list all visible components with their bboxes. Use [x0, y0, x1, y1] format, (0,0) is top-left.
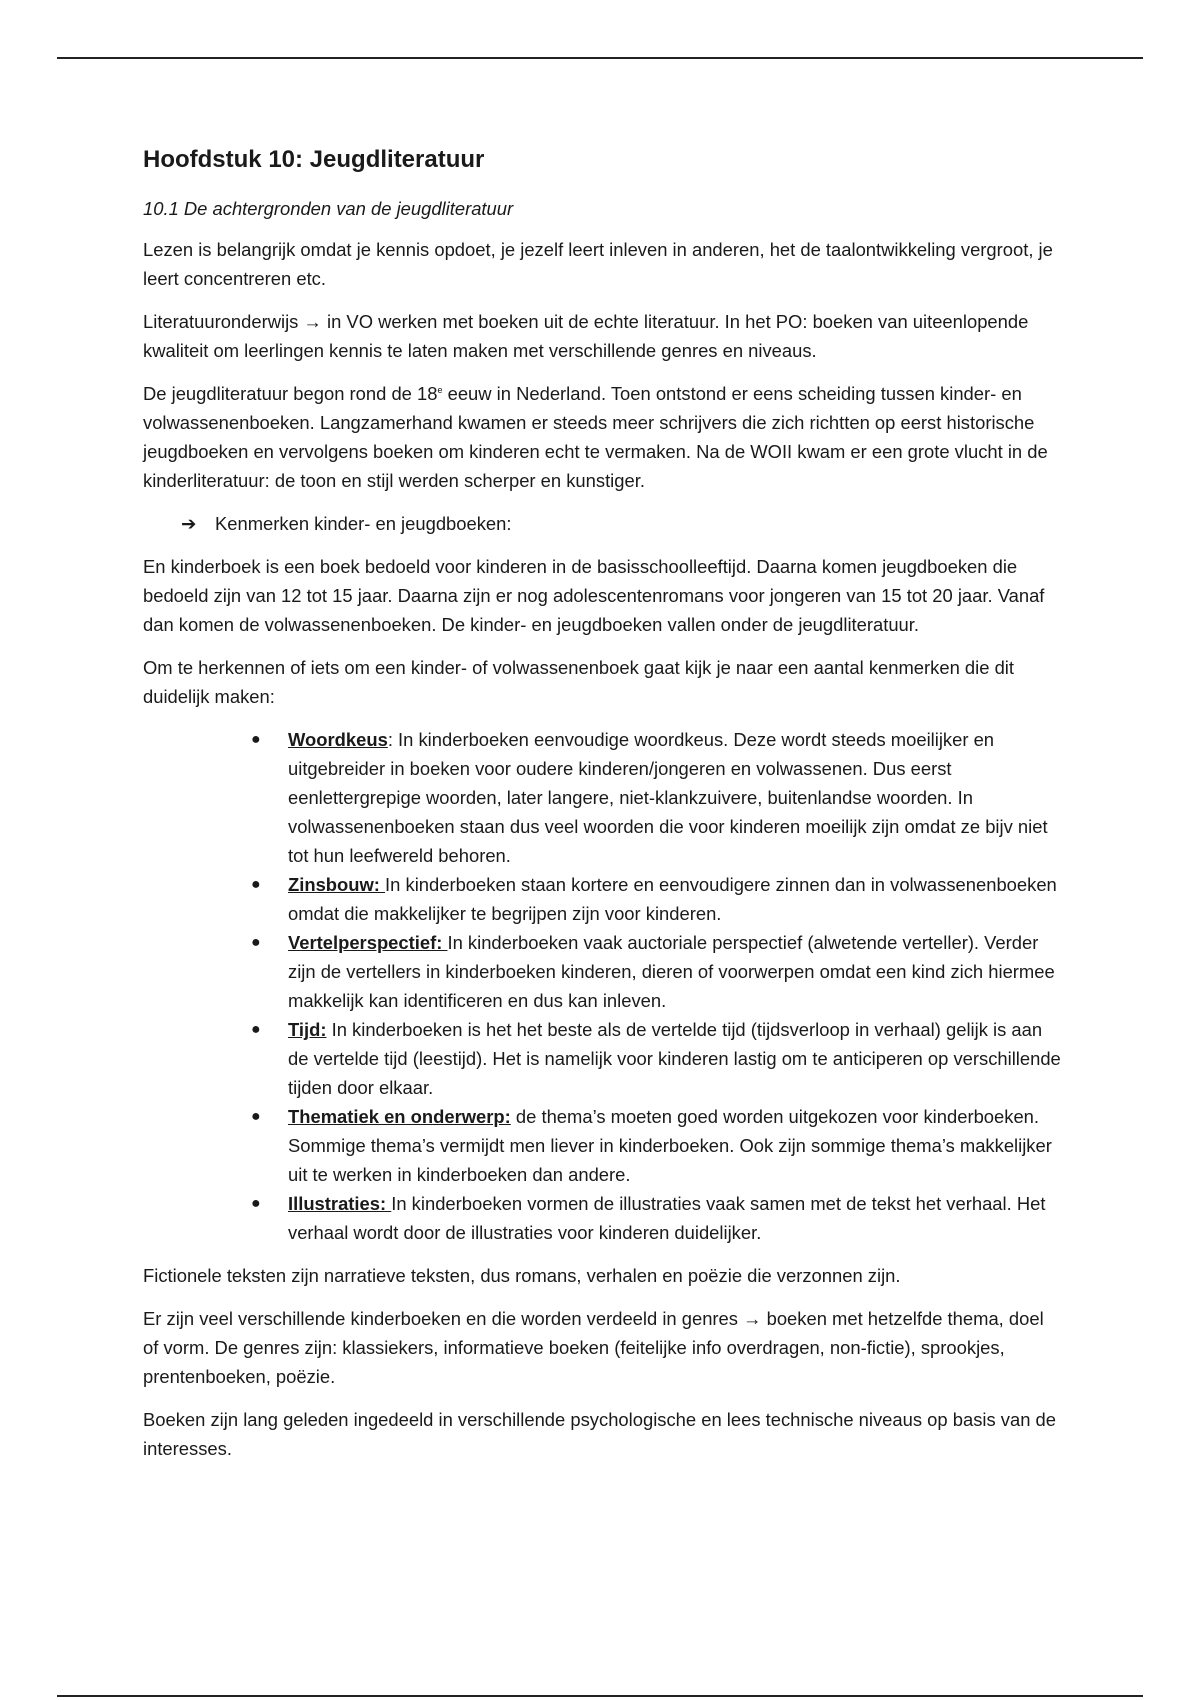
bullet-icon: ● [251, 1021, 261, 1038]
bullet-icon: ● [251, 1195, 261, 1212]
paragraph-4: En kinderboek is een boek bedoeld voor kinderen in de basisschoolleeftijd. Daarna komen jeugdboeken die bedoeld zijn van 12 tot 15 jaar. Daarna zijn er nog adolescentenromans voor jongeren van 15 tot 20 jaar. Vanaf dan komen de volwassenenboeken. De kinder- en jeugdboeken vallen onder de jeugdliteratuur. [143, 556, 1045, 635]
bullet-icon: ● [251, 731, 261, 748]
arrow-list-item-text: Kenmerken kinder- en jeugdboeken: [215, 513, 512, 534]
list-item-term: Illustraties: [288, 1193, 392, 1214]
list-item-term: Thematiek en onderwerp: [288, 1106, 511, 1127]
list-item-term: Vertelperspectief: [288, 932, 448, 953]
list-item-term: Zinsbouw: [288, 874, 386, 895]
bullet-icon: ● [251, 934, 261, 951]
header-rule [57, 57, 1143, 59]
paragraph-7: Er zijn veel verschillende kinderboeken en die worden verdeeld in genres → boeken met hetzelfde thema, doel of vorm. De genres zijn: klassiekers, informatieve boeken (feitelijke info overdragen, non-fictie), sprookjes, prentenboeken, poëzie. [143, 1308, 1044, 1387]
section-subheading: 10.1 De achtergronden van de jeugdliteratuur [143, 198, 514, 219]
paragraph-5: Om te herkennen of iets om een kinder- of volwassenenboek gaat kijk je naar een aantal kenmerken die dit duidelijk maken: [143, 657, 1014, 707]
arrow-icon: → [743, 1308, 762, 1329]
list-item-term: Woordkeus [288, 729, 388, 750]
paragraph-6: Fictionele teksten zijn narratieve teksten, dus romans, verhalen en poëzie die verzonnen zijn. [143, 1265, 901, 1286]
characteristics-list [143, 725, 1063, 1247]
footer-rule [57, 1695, 1143, 1697]
paragraph-2: Literatuuronderwijs → in VO werken met boeken uit de echte literatuur. In het PO: boeken van uiteenlopende kwaliteit om leerlingen kennis te laten maken met verschillende genres en niveaus. [143, 311, 1029, 361]
bullet-icon: ● [251, 1108, 261, 1125]
paragraph-3: De jeugdliteratuur begon rond de 18e eeuw in Nederland. Toen ontstond er eens scheiding tussen kinder- en volwassenenboeken. Langzamerhand kwamen er steeds meer schrijvers die zich richtten op eerst historische jeugdboeken en vervolgens boeken om kinderen echt te vermaken. Na de WOII kwam er een grote vlucht in de kinderliteratuur: de toon en stijl werden scherper en kunstiger. [143, 383, 1048, 491]
list-item-vertelperspectief: ● Vertelperspectief: In kinderboeken vaak auctoriale perspectief (alwetende verteller). Verder zijn de vertellers in kinderboeken kinderen, dieren of voorwerpen omdat een kind zich hiermee makkelijk kan identificeren en dus kan inleven. [288, 928, 1063, 1015]
chapter-heading: Hoofdstuk 10: Jeugdliteratuur [143, 146, 485, 173]
arrow-icon: → [303, 311, 322, 332]
list-item-zinsbouw: ● Zinsbouw: In kinderboeken staan kortere en eenvoudigere zinnen dan in volwassenenboeken omdat die makkelijker te begrijpen zijn voor kinderen. [288, 870, 1063, 928]
list-item-woordkeus: ● Woordkeus: In kinderboeken eenvoudige woordkeus. Deze wordt steeds moeilijker en uitgebreider in boeken voor oudere kinderen/jongeren en volwassenen. Dus eerst eenlettergrepige woorden, later langere, niet-klankzuivere, buitenlandse woorden. In volwassenenboeken staan dus veel woorden die voor kinderen moeilijk zijn omdat ze bijv niet tot hun leefwereld behoren. [288, 725, 1063, 870]
list-item-term: Tijd: [288, 1019, 327, 1040]
list-item-illustraties: ● Illustraties: In kinderboeken vormen de illustraties vaak samen met de tekst het verhaal. Het verhaal wordt door de illustraties voor kinderen duidelijker. [288, 1189, 1063, 1247]
list-item-tijd: ● Tijd: In kinderboeken is het het beste als de vertelde tijd (tijdsverloop in verhaal) gelijk is aan de vertelde tijd (leestijd). Het is namelijk voor kinderen lastig om te anticiperen op verschillende tijden door elkaar. [288, 1015, 1063, 1102]
paragraph-8: Boeken zijn lang geleden ingedeeld in verschillende psychologische en lees technische niveaus op basis van de interesses. [143, 1409, 1056, 1459]
arrow-bullet-icon: ➔ [181, 513, 197, 534]
bullet-icon: ● [251, 876, 261, 893]
paragraph-1: Lezen is belangrijk omdat je kennis opdoet, je jezelf leert inleven in anderen, het de taalontwikkeling vergroot, je leert concentreren etc. [143, 239, 1053, 289]
document-body [143, 142, 1063, 1477]
arrow-list-item [181, 509, 1063, 538]
list-item-thematiek: ● Thematiek en onderwerp: de thema’s moeten goed worden uitgekozen voor kinderboeken. Sommige thema’s vermijdt men liever in kinderboeken. Ook zijn sommige thema’s makkelijker uit te werken in kinderboeken dan andere. [288, 1102, 1063, 1189]
